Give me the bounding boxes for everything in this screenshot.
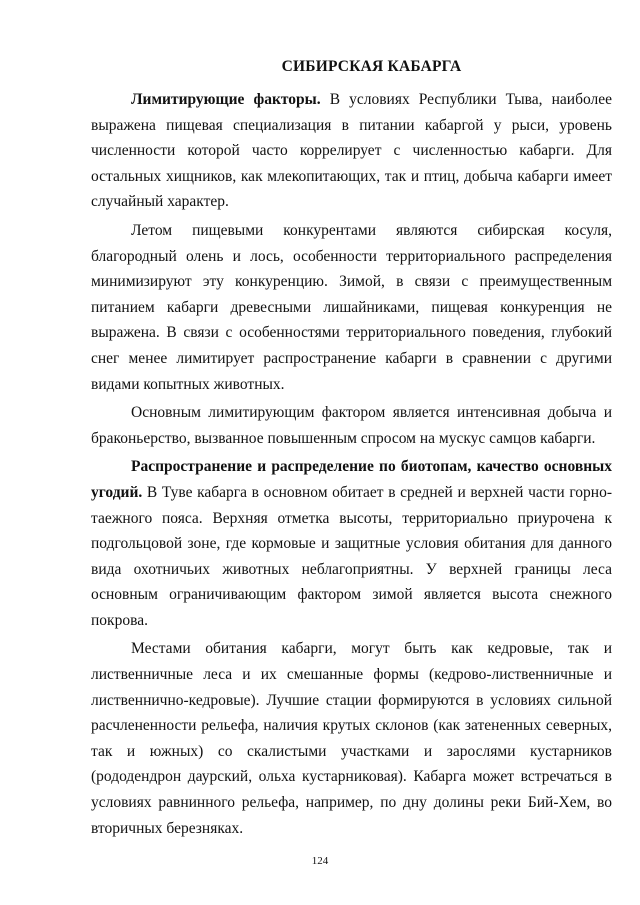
paragraph-summer-competitors [91,218,612,397]
page-number: 124 [311,855,329,867]
paragraph-main-factor [91,400,612,451]
page-title: СИБИРСКАЯ КАБАРГА [281,58,462,75]
paragraph-text: В условиях Республики Тыва, наиболее выражена пищевая специализация в питании кабаргой у рыси, уровень численности которой часто коррелирует с численностью кабарги. Для остальных хищников, как млекопитающих, так и птиц, добыча кабарги имеет случайный характер. [91,91,612,211]
paragraph-habitats [91,636,612,841]
paragraph-text: Летом пищевыми конкурентами являются сибирская косуля, благородный олень и лось, особенности территориального распределения минимизируют эту конкуренцию. Зимой, в связи с преимущественным питанием кабарги древесными лишайниками, пищевая конкуренция не выражена. В связи с особенностями территориального поведения, глубокий снег менее лимитирует распространение кабарги в сравнении с другими видами копытных животных. [91,221,612,393]
paragraph-lead: Распространение и распределение по биотопам, качество основных угодий. [91,458,612,501]
paragraph-distribution [91,454,612,633]
paragraph-text: Местами обитания кабарги, могут быть как кедровые, так и лиственничные леса и их смешанные формы (кедрово-лиственничные и лиственнично-кедровые). Лучшие стации формируются в условиях сильной расчлененности рельефа, наличия крутых склонов (как затененных северных, так и южных) со скалистыми участками и зарослями кустарников (рододендрон даурский, ольха кустарниковая). Кабарга может встречаться в условиях равнинного рельефа, например, по дну долины реки Бий-Хем, во вторичных березняках. [91,640,612,837]
paragraph-text: В Туве кабарга в основном обитает в средней и верхней части горно-таежного пояса. Верхняя отметка высоты, территориально приурочена к подгольцовой зоне, где кормовые и защитные условия обитания для данного вида охотничьих животных неблагоприятны. У верхней границы леса основным ограничивающим фактором зимой является высота снежного покрова. [91,483,612,629]
paragraph-lead: Лимитирующие факторы. [131,91,321,108]
document-page [91,58,612,841]
paragraph-text: Основным лимитирующим фактором является интенсивная добыча и браконьерство, вызванное повышенным спросом на мускус самцов кабарги. [91,404,612,447]
paragraph-limiting-factors [91,87,612,215]
